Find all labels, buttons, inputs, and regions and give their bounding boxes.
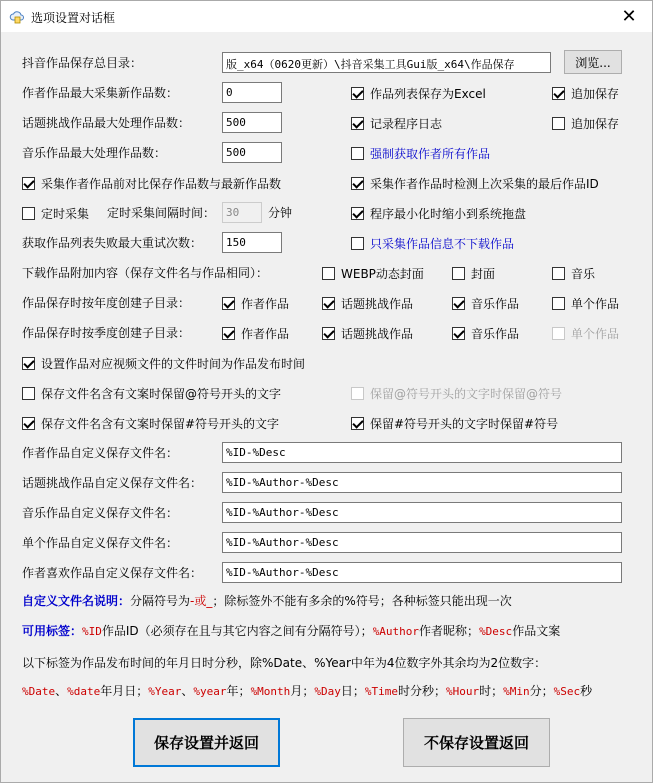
checkbox-label: 音乐作品 — [471, 326, 520, 341]
music-extra-checkbox[interactable] — [552, 265, 595, 281]
checkbox-label: 单个作品 — [571, 326, 620, 341]
app-icon — [9, 9, 25, 25]
checkbox-label: 话题挑战作品 — [341, 296, 414, 311]
help-text: 、 — [55, 684, 68, 698]
checkbox-label: 设置作品对应视频文件的文件时间为作品发布时间 — [41, 356, 306, 371]
checkbox-box[interactable] — [222, 297, 235, 310]
author-name-input[interactable]: %ID-%Desc — [222, 442, 622, 463]
file-time-checkbox[interactable] — [22, 355, 305, 371]
checkbox-box[interactable] — [552, 267, 565, 280]
checkbox-label: 音乐 — [571, 266, 596, 281]
browse-button[interactable]: 浏览... — [564, 50, 622, 74]
checkbox-box[interactable] — [222, 327, 235, 340]
topic-max-input[interactable]: 500 — [222, 112, 282, 133]
keep-hash-text-checkbox[interactable] — [22, 415, 279, 431]
author-max-label: 作者作品最大采集新作品数： — [22, 86, 179, 100]
checkbox-box[interactable] — [351, 147, 364, 160]
keep-hash-symbol-checkbox[interactable] — [351, 415, 558, 431]
help-line-3: 以下标签为作品发布时间的年月日时分秒，除%Date、%Year中年为4位数字外其余均为2位数字： — [22, 656, 547, 670]
keep-at-text-checkbox[interactable] — [22, 385, 281, 401]
checkbox-label: 话题挑战作品 — [341, 326, 414, 341]
year-dir-label: 作品保存时按年度创建子目录： — [22, 296, 191, 310]
checkbox-label: 保留#符号开头的文字时保留#符号 — [370, 416, 559, 431]
checkbox-box[interactable] — [351, 87, 364, 100]
save-and-return-button[interactable]: 保存设置并返回 — [133, 718, 280, 767]
help-text: 日； — [340, 684, 365, 698]
help-text: 作品文案 — [512, 624, 561, 638]
year-single-checkbox[interactable] — [552, 295, 619, 311]
timer-interval-label: 定时采集间隔时间： — [107, 206, 216, 220]
music-max-label: 音乐作品最大处理作品数： — [22, 146, 167, 160]
quarter-author-checkbox[interactable] — [222, 325, 289, 341]
checkbox-box[interactable] — [322, 267, 335, 280]
keep-at-symbol-checkbox[interactable] — [351, 385, 562, 401]
info-only-checkbox[interactable] — [351, 235, 514, 251]
author-max-input[interactable]: 0 — [222, 82, 282, 103]
checkbox-box[interactable] — [351, 417, 364, 430]
help-line-1 — [22, 594, 512, 608]
checkbox-label: 作品列表保存为Excel — [370, 86, 486, 101]
checkbox-box[interactable] — [22, 387, 35, 400]
checkbox-label: 追加保存 — [571, 86, 620, 101]
year-music-checkbox[interactable] — [452, 295, 519, 311]
checkbox-box[interactable] — [552, 327, 565, 340]
help-text: ；除标签外不能有多余的%符号；各种标签只能出现一次 — [212, 594, 512, 608]
checkbox-box[interactable] — [351, 237, 364, 250]
close-icon: ✕ — [621, 6, 637, 27]
checkbox-box[interactable] — [322, 297, 335, 310]
checkbox-box[interactable] — [351, 117, 364, 130]
checkbox-box[interactable] — [322, 327, 335, 340]
checkbox-label: 单个作品 — [571, 296, 620, 311]
force-all-checkbox[interactable] — [351, 145, 490, 161]
timer-interval-input[interactable]: 30 — [222, 202, 262, 223]
checkbox-label: 强制获取作者所有作品 — [370, 146, 491, 161]
tag-id: %ID — [82, 625, 102, 638]
checkbox-label: 程序最小化时缩小到系统拖盘 — [370, 206, 527, 221]
help-line-4 — [22, 684, 592, 699]
save-dir-input[interactable]: 版_x64（0620更新）\抖音采集工具Gui版_x64\作品保存 — [222, 52, 551, 73]
append-save-checkbox-1[interactable] — [552, 85, 619, 101]
music-name-label: 音乐作品自定义保存文件名： — [22, 506, 179, 520]
append-save-checkbox-2[interactable] — [552, 115, 619, 131]
help-text: 、 — [181, 684, 194, 698]
cover-checkbox[interactable] — [452, 265, 495, 281]
checkbox-label: 采集作者作品前对比保存作品数与最新作品数 — [41, 176, 282, 191]
title-bar — [1, 1, 652, 32]
extra-content-label: 下载作品附加内容（保存文件名与作品相同）： — [22, 266, 269, 280]
quarter-music-checkbox[interactable] — [452, 325, 519, 341]
tag-month: %Month — [250, 685, 291, 698]
checkbox-box[interactable] — [452, 327, 465, 340]
help-text: 年月日； — [100, 684, 149, 698]
checkbox-box[interactable] — [351, 177, 364, 190]
timed-collect-checkbox[interactable] — [22, 205, 89, 221]
webp-cover-checkbox[interactable] — [322, 265, 424, 281]
help-text: 作品ID（必须存在且与其它内容之间有分隔符号）； — [101, 624, 373, 638]
tag-year-lower: %year — [193, 685, 227, 698]
checkbox-box[interactable] — [22, 417, 35, 430]
checkbox-label: 保留@符号开头的文字时保留@符号 — [370, 386, 563, 401]
topic-max-label: 话题挑战作品最大处理作品数： — [22, 116, 191, 130]
liked-name-label: 作者喜欢作品自定义保存文件名： — [22, 566, 203, 580]
help-text: 时； — [479, 684, 504, 698]
timer-unit: 分钟 — [268, 206, 293, 220]
help-text: 秒 — [580, 684, 593, 698]
close-button[interactable] — [606, 1, 652, 32]
quarter-dir-label: 作品保存时按季度创建子目录： — [22, 326, 191, 340]
checkbox-label: 只采集作品信息不下载作品 — [370, 236, 515, 251]
checkbox-box[interactable] — [351, 387, 364, 400]
tag-author: %Author — [372, 625, 420, 638]
single-name-input[interactable]: %ID-%Author-%Desc — [222, 532, 622, 553]
single-name-label: 单个作品自定义保存文件名： — [22, 536, 179, 550]
checkbox-box[interactable] — [552, 87, 565, 100]
help-text: 分隔符号为 — [130, 594, 191, 608]
checkbox-label: 作者作品 — [241, 296, 290, 311]
checkbox-box[interactable] — [351, 207, 364, 220]
year-author-checkbox[interactable] — [222, 295, 289, 311]
help-title-2: 可用标签： — [22, 624, 83, 638]
compare-count-checkbox[interactable] — [22, 175, 281, 191]
log-checkbox[interactable] — [351, 115, 442, 131]
checkbox-label: 记录程序日志 — [370, 116, 443, 131]
return-without-save-button[interactable]: 不保存设置返回 — [403, 718, 550, 767]
minimize-tray-checkbox[interactable] — [351, 205, 526, 221]
window-title: 选项设置对话框 — [31, 11, 116, 25]
topic-name-input[interactable]: %ID-%Author-%Desc — [222, 472, 622, 493]
checkbox-box[interactable] — [22, 177, 35, 190]
help-title-1: 自定义文件名说明： — [22, 594, 131, 608]
help-text: 作者昵称； — [419, 624, 480, 638]
author-name-label: 作者作品自定义保存文件名： — [22, 446, 179, 460]
tag-min: %Min — [503, 685, 530, 698]
separator-symbols: -或_ — [190, 594, 213, 608]
tag-time: %Time — [364, 685, 398, 698]
year-topic-checkbox[interactable] — [322, 295, 413, 311]
checkbox-label: 追加保存 — [571, 116, 620, 131]
tag-date-lower: %date — [67, 685, 101, 698]
checkbox-label: 定时采集 — [41, 206, 90, 221]
retry-label: 获取作品列表失败最大重试次数： — [22, 236, 203, 250]
quarter-single-checkbox[interactable] — [552, 325, 619, 341]
checkbox-label: 保存文件名含有文案时保留#符号开头的文字 — [41, 416, 280, 431]
save-dir-label: 抖音作品保存总目录： — [22, 56, 143, 70]
checkbox-box[interactable] — [22, 207, 35, 220]
checkbox-label: WEBP动态封面 — [341, 266, 424, 281]
checkbox-label: 封面 — [471, 266, 496, 281]
help-text: 时分秒； — [397, 684, 446, 698]
tag-date: %Date — [22, 685, 56, 698]
liked-name-input[interactable]: %ID-%Author-%Desc — [222, 562, 622, 583]
tag-sec: %Sec — [553, 685, 581, 698]
music-max-input[interactable]: 500 — [222, 142, 282, 163]
music-name-input[interactable]: %ID-%Author-%Desc — [222, 502, 622, 523]
checkbox-box[interactable] — [552, 297, 565, 310]
help-text: 年； — [226, 684, 251, 698]
checkbox-label: 保存文件名含有文案时保留@符号开头的文字 — [41, 386, 282, 401]
help-text: 月； — [290, 684, 315, 698]
checkbox-label: 采集作者作品时检测上次采集的最后作品ID — [370, 176, 599, 191]
checkbox-box[interactable] — [452, 297, 465, 310]
topic-name-label: 话题挑战作品自定义保存文件名： — [22, 476, 203, 490]
checkbox-label: 作者作品 — [241, 326, 290, 341]
checkbox-box[interactable] — [22, 357, 35, 370]
tag-day: %Day — [314, 685, 341, 698]
quarter-topic-checkbox[interactable] — [322, 325, 413, 341]
help-text: 分； — [529, 684, 554, 698]
help-line-2 — [22, 624, 560, 639]
retry-input[interactable]: 150 — [222, 232, 282, 253]
checkbox-box[interactable] — [552, 117, 565, 130]
list-excel-checkbox[interactable] — [351, 85, 486, 101]
checkbox-box[interactable] — [452, 267, 465, 280]
checkbox-label: 音乐作品 — [471, 296, 520, 311]
tag-desc: %Desc — [479, 625, 513, 638]
tag-year: %Year — [148, 685, 182, 698]
tag-hour: %Hour — [445, 685, 480, 698]
detect-last-id-checkbox[interactable] — [351, 175, 599, 191]
